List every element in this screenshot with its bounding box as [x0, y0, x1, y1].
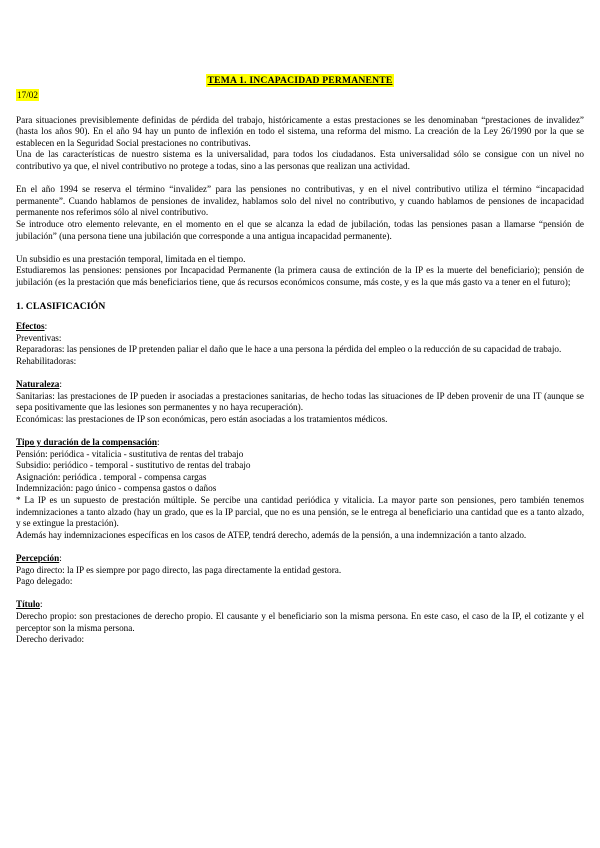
tipo-line: Pensión: periódica - vitalicia - sustitutiva de rentas del trabajo: [16, 448, 244, 459]
tipo-heading: Tipo y duración de la compensación: [16, 437, 157, 448]
document-date: 17/02: [17, 90, 38, 100]
titulo-heading-row: Título:: [16, 599, 43, 610]
spacer: [16, 541, 584, 553]
para3-line-1: Un subsidio es una prestación temporal, limitada en el tiempo.: [16, 253, 246, 264]
tipo-heading-row: Tipo y duración de la compensación:: [16, 437, 160, 448]
naturaleza-line: Sanitarias: las prestaciones de IP pueden ir asociadas a prestaciones sanitarias, de hecho todas las situaciones de IP deben provenir de una IT (aunque se sepa positivamente que las lesiones son permanentes y no haya recuperación).: [16, 390, 584, 413]
document-title: TEMA 1. INCAPACIDAD PERMANENTE: [207, 75, 393, 86]
tipo-line: * La IP es un supuesto de prestación múltiple. Se percibe una cantidad periódica y vitalicia. La mayor parte son pensiones, pero también tenemos indemnizaciones a tanto alzado (hay un grado, que es la IP parcial, que no es una pensión, se le entrega al beneficiario una cantidad que es a tanto alzado, y se extingue la prestación).: [16, 495, 584, 529]
date-row: [16, 85, 584, 103]
efectos-heading: Efectos: [16, 321, 45, 332]
spacer: [16, 103, 584, 115]
spacer: [16, 242, 584, 254]
percepcion-line: Pago directo: la IP es siempre por pago directo, las paga directamente la entidad gestora.: [16, 564, 342, 575]
spacer: [16, 367, 584, 379]
efectos-line: Rehabilitadoras:: [16, 355, 77, 366]
para2-line-2: Se introduce otro elemento relevante, en el momento en el que se alcanza la edad de jubilación, todas las pensiones pasan a llamarse “pensión de jubilación” (una persona tiene una jubilación que corresponde a una antigua incapacidad permanente).: [16, 218, 584, 241]
para3-line-2: Estudiaremos las pensiones: pensiones por Incapacidad Permanente (la primera causa de extinción de la IP es la muerte del beneficiario); pensión de jubilación (es la prestación que más beneficiarios tiene, que ás recursos económicos consume, más coste, y es la que más gasto va a tener en el futuro);: [16, 265, 584, 287]
intro-paragraph-1: Para situaciones previsiblemente definidas de pérdida del trabajo, históricamente a estas prestaciones se les denominaban “prestaciones de invalidez” (hasta los años 90). En el año 94 hay un punto de inflexión en todo el sistema, una reforma del mismo. La creación de la Ley 26/1990 por la que se establecen en la Seguridad Social prestaciones no contributivas.: [16, 114, 584, 148]
efectos-heading-row: Efectos:: [16, 321, 48, 332]
percepcion-heading-row: Percepción:: [16, 552, 62, 563]
tipo-line: Asignación: periódica . temporal - compensa cargas: [16, 471, 207, 482]
naturaleza-heading: Naturaleza: [16, 379, 60, 390]
percepcion-line: Pago delegado:: [16, 576, 73, 587]
intro-paragraph-2: Una de las características de nuestro sistema es la universalidad, para todos los ciudadanos. Esta universalidad sólo se consigue con un nivel no contributivo ya que, el nivel contributivo no protege a todas, sino a las personas que realizan una actividad.: [16, 149, 584, 171]
spacer: [16, 313, 584, 321]
naturaleza-line: Económicas: las prestaciones de IP son económicas, pero están asociadas a los tratamientos médicos.: [16, 413, 388, 424]
para2-line-1: En el año 1994 se reserva el término “invalidez” para las pensiones no contributivas, y en el nivel contributivo utiliza el término “incapacidad permanente”. Cuando hablamos de pensiones de invalidez, hablamos solo del nivel no contributivo, y cuando hablamos de pensiones de incapacidad permanente nos referimos sólo al nivel contributivo.: [16, 184, 584, 218]
tipo-line: Subsidio: periódico - temporal - sustitutivo de rentas del trabajo: [16, 460, 251, 471]
efectos-line: Preventivas:: [16, 332, 62, 343]
section-heading-clasificacion: 1. CLASIFICACIÓN: [16, 301, 106, 313]
titulo-heading: Título: [16, 599, 40, 610]
title-wrap: [16, 70, 584, 85]
tipo-line: Indemnización: pago único - compensa gastos o daños: [16, 483, 217, 494]
efectos-line: Reparadoras: las pensiones de IP pretenden paliar el daño que le hace a una persona la pérdida del empleo o la reducción de su capacidad de trabajo.: [16, 344, 562, 355]
titulo-line: Derecho propio: son prestaciones de derecho propio. El causante y el beneficiario son la misma persona. En este caso, el caso de la IP, el cotizante y el perceptor son la misma persona.: [16, 610, 584, 633]
titulo-line: Derecho derivado:: [16, 634, 85, 645]
spacer: [16, 425, 584, 437]
percepcion-heading: Percepción: [16, 552, 60, 563]
spacer: [16, 588, 584, 600]
tipo-line: Además hay indemnizaciones específicas en los casos de ATEP, tendrá derecho, además de la pensión, a una indemnización a tanto alzado.: [16, 529, 527, 540]
spacer: [16, 289, 584, 301]
naturaleza-heading-row: Naturaleza:: [16, 379, 62, 390]
spacer: [16, 173, 584, 185]
